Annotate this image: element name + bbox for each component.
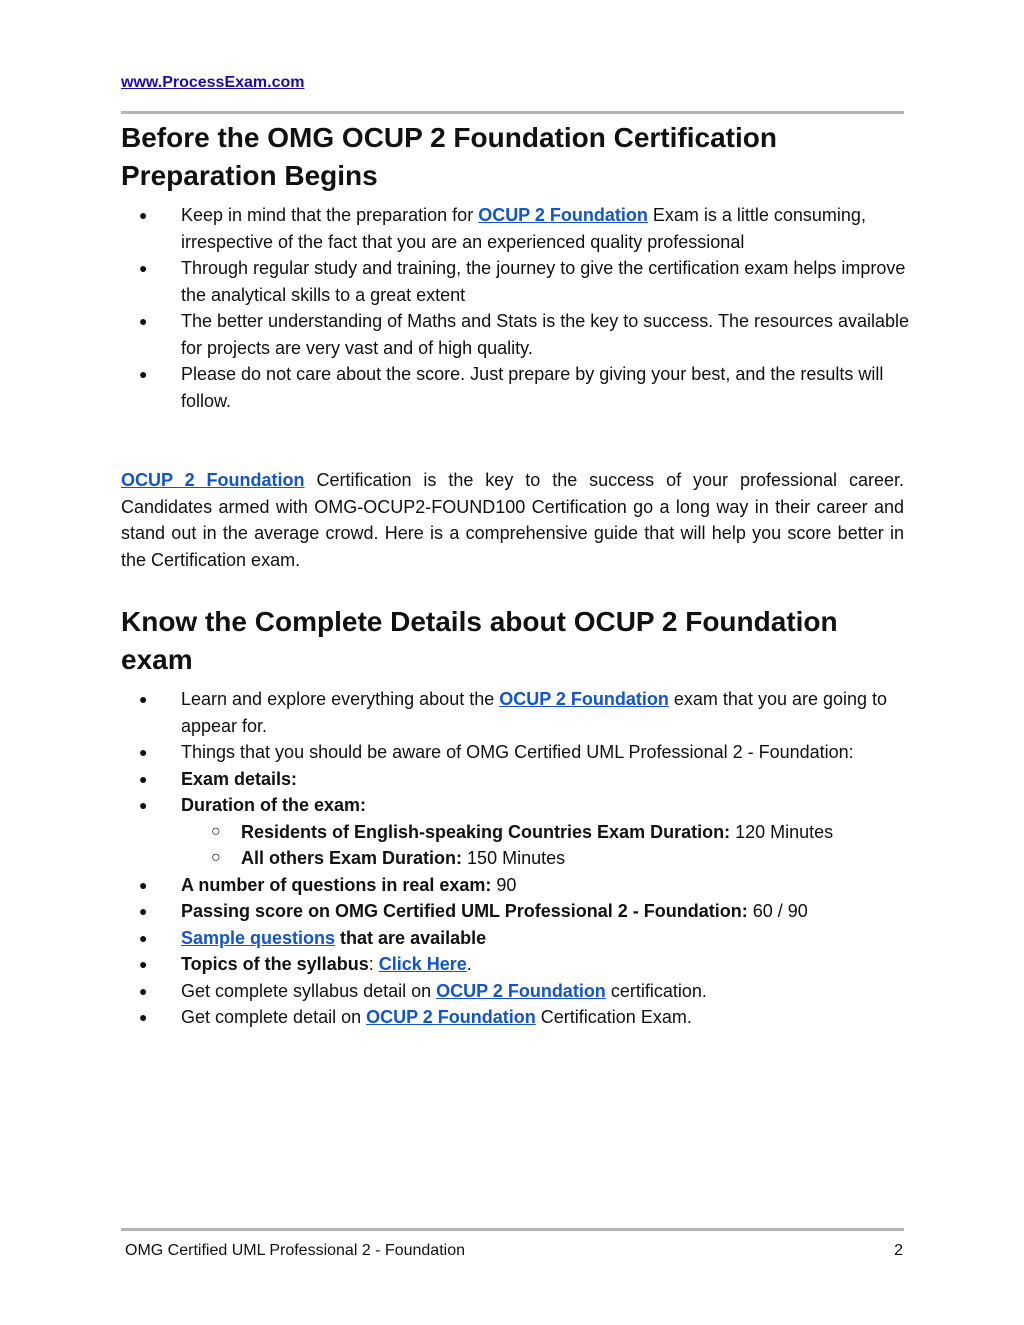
list-item: ● The better understanding of Maths and Stats is the key to success. The resources available for projects are very vast and of high quality. xyxy=(121,308,911,361)
list-item: ● Get complete syllabus detail on OCUP 2 Foundation certification. xyxy=(121,978,911,1005)
site-link[interactable]: www.ProcessExam.com xyxy=(121,74,305,91)
list-item: ● Things that you should be aware of OMG Certified UML Professional 2 - Foundation: xyxy=(121,739,911,766)
sub-list-item: ○ All others Exam Duration: 150 Minutes xyxy=(181,845,911,872)
duration-sublist xyxy=(181,819,911,872)
list-item: ● Please do not care about the score. Just prepare by giving your best, and the results will follow. xyxy=(121,361,911,414)
ocup-link[interactable]: OCUP 2 Foundation xyxy=(478,205,648,225)
list-item: ● Topics of the syllabus: Click Here. xyxy=(121,951,911,978)
click-here-link[interactable]: Click Here xyxy=(378,954,467,974)
list-item: ● A number of questions in real exam: 90 xyxy=(121,872,911,899)
sub-list-item: ○ Residents of English-speaking Countries Exam Duration: 120 Minutes xyxy=(181,819,911,846)
list-item: ● Duration of the exam: ○ Residents of English-speaking Countries Exam Duration: 120 Minutes ○ All others Exam Duration: 150 Minutes xyxy=(121,792,911,872)
list-item: ● Keep in mind that the preparation for OCUP 2 Foundation Exam is a little consuming, irrespective of the fact that you are an experienced quality professional xyxy=(121,202,911,255)
list-item: ● Learn and explore everything about the OCUP 2 Foundation exam that you are going to appear for. xyxy=(121,686,911,739)
section-heading-details: Know the Complete Details about OCUP 2 Foundation exam xyxy=(121,606,838,675)
section-heading-preparation: Before the OMG OCUP 2 Foundation Certification Preparation Begins xyxy=(121,122,777,191)
ocup-link[interactable]: OCUP 2 Foundation xyxy=(436,980,606,1001)
list-item: ● Sample questions that are available xyxy=(121,925,911,952)
list-item: ● Passing score on OMG Certified UML Professional 2 - Foundation: 60 / 90 xyxy=(121,898,911,925)
ocup-link[interactable]: OCUP 2 Foundation xyxy=(366,1007,536,1027)
footer-title: OMG Certified UML Professional 2 - Foundation xyxy=(125,1242,465,1259)
list-item: ● Get complete detail on OCUP 2 Foundation Certification Exam. xyxy=(121,1004,911,1031)
sample-questions-link[interactable]: Sample questions xyxy=(181,927,336,948)
page-number: 2 xyxy=(894,1242,903,1259)
list-item: ● Exam details: xyxy=(121,766,911,793)
footer-divider xyxy=(121,1228,904,1231)
list-item: ● Through regular study and training, the journey to give the certification exam helps improve the analytical skills to a great extent xyxy=(121,255,911,308)
ocup-link[interactable]: OCUP 2 Foundation xyxy=(121,470,305,490)
intro-paragraph: OCUP 2 Foundation Certification is the key to the success of your professional career. Candidates armed with OMG-OCUP2-FOUND100 Certification go a long way in their career and stand out in the average crowd. Here is a comprehensive guide that will help you score better in the Certification exam. xyxy=(121,470,904,570)
exam-details-list xyxy=(121,686,911,1031)
ocup-link[interactable]: OCUP 2 Foundation xyxy=(499,689,669,709)
preparation-tips-list xyxy=(121,202,911,414)
header-divider xyxy=(121,111,904,114)
